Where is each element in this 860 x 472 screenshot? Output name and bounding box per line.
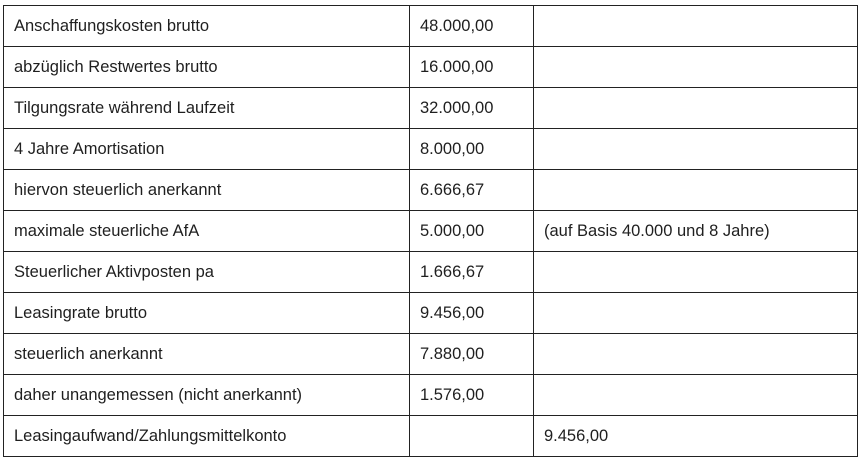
row-label: Leasingaufwand/Zahlungsmittelkonto <box>4 416 410 457</box>
row-note <box>534 6 858 47</box>
table-row <box>4 129 858 170</box>
row-note <box>534 170 858 211</box>
row-note: (auf Basis 40.000 und 8 Jahre) <box>534 211 858 252</box>
table-row <box>4 252 858 293</box>
row-note <box>534 47 858 88</box>
row-label: abzüglich Restwertes brutto <box>4 47 410 88</box>
row-label: Tilgungsrate während Laufzeit <box>4 88 410 129</box>
row-label: 4 Jahre Amortisation <box>4 129 410 170</box>
table-row <box>4 47 858 88</box>
row-value: 1.576,00 <box>410 375 534 416</box>
row-value: 6.666,67 <box>410 170 534 211</box>
row-label: Leasingrate brutto <box>4 293 410 334</box>
row-note <box>534 375 858 416</box>
table-row <box>4 375 858 416</box>
row-note <box>534 252 858 293</box>
row-note <box>534 334 858 375</box>
row-value: 32.000,00 <box>410 88 534 129</box>
row-value: 16.000,00 <box>410 47 534 88</box>
row-label: steuerlich anerkannt <box>4 334 410 375</box>
row-value: 7.880,00 <box>410 334 534 375</box>
row-value <box>410 416 534 457</box>
row-note <box>534 293 858 334</box>
row-value: 9.456,00 <box>410 293 534 334</box>
row-value: 5.000,00 <box>410 211 534 252</box>
table-row <box>4 416 858 457</box>
row-note <box>534 88 858 129</box>
row-value: 48.000,00 <box>410 6 534 47</box>
table-row <box>4 334 858 375</box>
row-note <box>534 129 858 170</box>
row-label: Steuerlicher Aktivposten pa <box>4 252 410 293</box>
row-label: maximale steuerliche AfA <box>4 211 410 252</box>
table-row <box>4 88 858 129</box>
row-value: 1.666,67 <box>410 252 534 293</box>
table-row <box>4 6 858 47</box>
row-label: Anschaffungskosten brutto <box>4 6 410 47</box>
table-row <box>4 211 858 252</box>
table-row <box>4 293 858 334</box>
row-value: 8.000,00 <box>410 129 534 170</box>
table-row <box>4 170 858 211</box>
row-label: daher unangemessen (nicht anerkannt) <box>4 375 410 416</box>
row-label: hiervon steuerlich anerkannt <box>4 170 410 211</box>
leasing-calculation-table <box>3 5 858 457</box>
row-note: 9.456,00 <box>534 416 858 457</box>
